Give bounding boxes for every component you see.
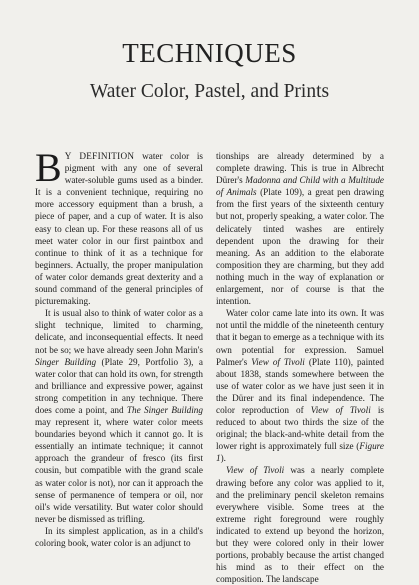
- paragraph-text: Water color came late into its own. It was not until the middle of the nineteenth century that it began to emerge as a technique with its own potential for expression. Samuel Palmer's: [216, 308, 384, 367]
- artwork-title: View of Tivoli: [310, 404, 371, 415]
- chapter-title: TECHNIQUES: [122, 38, 297, 68]
- paragraph-text: ).: [220, 453, 226, 464]
- artwork-title: Singer Building: [35, 356, 97, 367]
- paragraph-text: may represent it, where water color meets boundaries beyond which it cannot go. It is essentially an intimate technique; it cannot approach the grandeur of fresco (its first cousin, but compatible with the grand scale as water color is not), nor can it approach the sense of permanence of tempera or oil, nor oil's wide versatility. But water color should never be dismissed as trifling.: [35, 417, 203, 524]
- lead-in: Y DEFINITION: [64, 151, 135, 161]
- artwork-title: View of Tivoli: [251, 356, 305, 367]
- artwork-title: View of Tivoli: [226, 465, 285, 476]
- paragraph: [216, 150, 384, 307]
- figure-reference: Figure 1: [216, 441, 384, 464]
- paragraph: In its simplest application, as in a child's coloring book, water color is an adjunct to: [35, 525, 203, 548]
- artwork-title: The Singer Building: [126, 404, 203, 415]
- paragraph-text: water color is pigment with any one of several water-soluble gums used as a binder. It is a convenient technique, requiring no more accessory equipment than a brush, a piece of paper, and a cup of water. It is also easy to clean up. For these reasons all of us meet water color in our first paintbox and continue to think of it as a technique for beginners. Actually, the proper manipulation of water color demands great dexterity and a sound command of the general principles of picturemaking.: [35, 151, 203, 307]
- paragraph-text: was a nearly complete drawing before any color was applied to it, and the preliminary pencil skeleton remains everywhere visible. Some trees at the extreme right foreground were roughly indicated to extend up beyond the horizon, but they were colored only in their lower portions, probably because the artist changed his mind as to their effect on the composition. The landscape: [216, 465, 385, 585]
- paragraph-text: (Plate 110), painted about 1838, stands somewhere between the use of water color as we have just seen it in the Dürer and its final independence. The color reproduction of: [216, 356, 384, 415]
- paragraph: [216, 307, 384, 464]
- paragraph-text: (Plate 29, Portfolio 3), a water color that can hold its own, for strength and brilliance and expressive power, against strong competition in any technique. There does come a point, and: [35, 356, 203, 415]
- paragraph-text: tionships are already determined by a complete drawing. This is true in Albrecht Dürer's: [216, 151, 384, 186]
- artwork-title: Madonna and Child with a Multitude of Animals: [216, 175, 384, 198]
- paragraph-text: (Plate 109), a great pen drawing from the first years of the sixteenth century but not, properly speaking, a water color. The delicately tinted washes are entirely dependent upon the drawing for their meaning. As an addition to the elaborate composition they are charming, but they add nothing much in the way of explanation or enlargement, nor of course is that the intention.: [216, 187, 384, 307]
- right-text-column: [216, 150, 384, 585]
- paragraph-intro: [35, 145, 203, 307]
- left-text-column: [35, 145, 203, 549]
- paragraph-text: is reduced to about two thirds the size of the original; the black-and-white detail from the lower right is approximately full size (: [216, 404, 384, 452]
- drop-cap: B: [35, 145, 62, 190]
- chapter-subtitle: Water Color, Pastel, and Prints: [89, 81, 330, 102]
- paragraph: [35, 307, 203, 525]
- paragraph: [216, 464, 384, 585]
- paragraph-text: It is usual also to think of water color as a slight technique, limited to charming, delicate, and inconsequential effects. It need not be so; we have already seen John Marin's: [35, 308, 203, 355]
